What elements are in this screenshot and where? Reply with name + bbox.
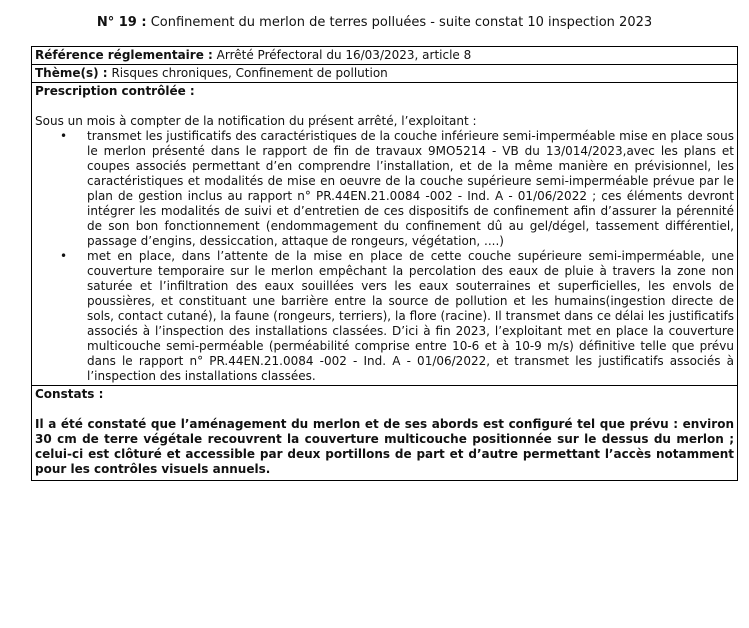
section-title-text: Confinement du merlon de terres polluées - suite constat 10 inspection 2023 xyxy=(150,15,653,30)
list-item xyxy=(60,129,734,249)
constats-label: Constats : xyxy=(35,387,104,401)
prescription-label: Prescription contrôlée : xyxy=(35,84,195,98)
constats-text: Il a été constaté que l’aménagement du merlon et de ses abords est configuré tel que prévu : environ 30 cm de terre végétale recouvrent la couverture multicouche positionnée sur le dessus du merlon ; celui-ci est clôturé et accessible par deux portillons de part et d’autre permettant l’accès notamment pour les contrôles visuels annuels. xyxy=(35,417,734,476)
themes-label: Thème(s) : xyxy=(35,66,108,80)
themes-cell xyxy=(32,65,738,83)
constats-row xyxy=(32,386,738,481)
section-title xyxy=(0,14,749,32)
bullet-icon: • xyxy=(60,129,68,143)
reference-row xyxy=(32,47,738,65)
themes-row xyxy=(32,65,738,83)
constats-cell xyxy=(32,386,738,481)
section-number: N° 19 : xyxy=(96,15,147,30)
reference-value: Arrêté Préfectoral du 16/03/2023, article 8 xyxy=(216,48,472,62)
reference-cell xyxy=(32,47,738,65)
reference-label: Référence réglementaire : xyxy=(35,48,213,62)
themes-value: Risques chroniques, Confinement de pollution xyxy=(111,66,388,80)
list-item xyxy=(60,249,734,384)
prescription-row xyxy=(32,83,738,386)
prescription-cell xyxy=(32,83,738,386)
bullet-icon: • xyxy=(60,249,68,263)
prescription-intro: Sous un mois à compter de la notification du présent arrêté, l’exploitant : xyxy=(35,114,477,128)
prescription-list xyxy=(35,129,734,384)
inspection-table xyxy=(31,46,738,481)
list-item-text: met en place, dans l’attente de la mise en place de cette couche supérieure semi-imperméable, une couverture temporaire sur le merlon empêchant la percolation des eaux de pluie à travers la zone non saturée et l’infiltration des eaux souillées vers les eaux souterraines et superficielles, les envols de poussières, et constituant une barrière entre la source de pollution et les humains(ingestion directe de sols, contact cutané), la faune (rongeurs, terriers), la flore (racine). Il transmet dans ce délai les justificatifs associés à l’inspection des installations classées. D’ici à fin 2023, l’exploitant met en place la couverture multicouche semi-perméable (perméabilité comprise entre 10-6 et à 10-9 m/s) définitive telle que prévu dans le rapport n° PR.44EN.21.0084 -002 - Ind. A - 01/06/2022, et transmet les justificatifs associés à l’inspection des installations classées. xyxy=(87,249,734,383)
list-item-text: transmet les justificatifs des caractéristiques de la couche inférieure semi-imperméable mise en place sous le merlon présenté dans le rapport de fin de travaux 9MO5214 - VB du 13/014/2023,avec les plans et coupes associés permettant d’en comprendre l’installation, et de la même manière en prévisionnel, les caractéristiques et modalités de mise en oeuvre de la couche supérieure semi-imperméable prévue par le plan de gestion inclus au rapport n° PR.44EN.21.0084 -002 - Ind. A - 01/06/2022 ; ces éléments devront intégrer les modalités de suivi et d’entretien de ces dispositifs de confinement afin d’assurer la pérennité de son bon fonctionnement (endommagement du confinement dû au gel/dégel, tassement différentiel, passage d’engins, dessiccation, attaque de rongeurs, végétation, ....) xyxy=(87,129,734,248)
